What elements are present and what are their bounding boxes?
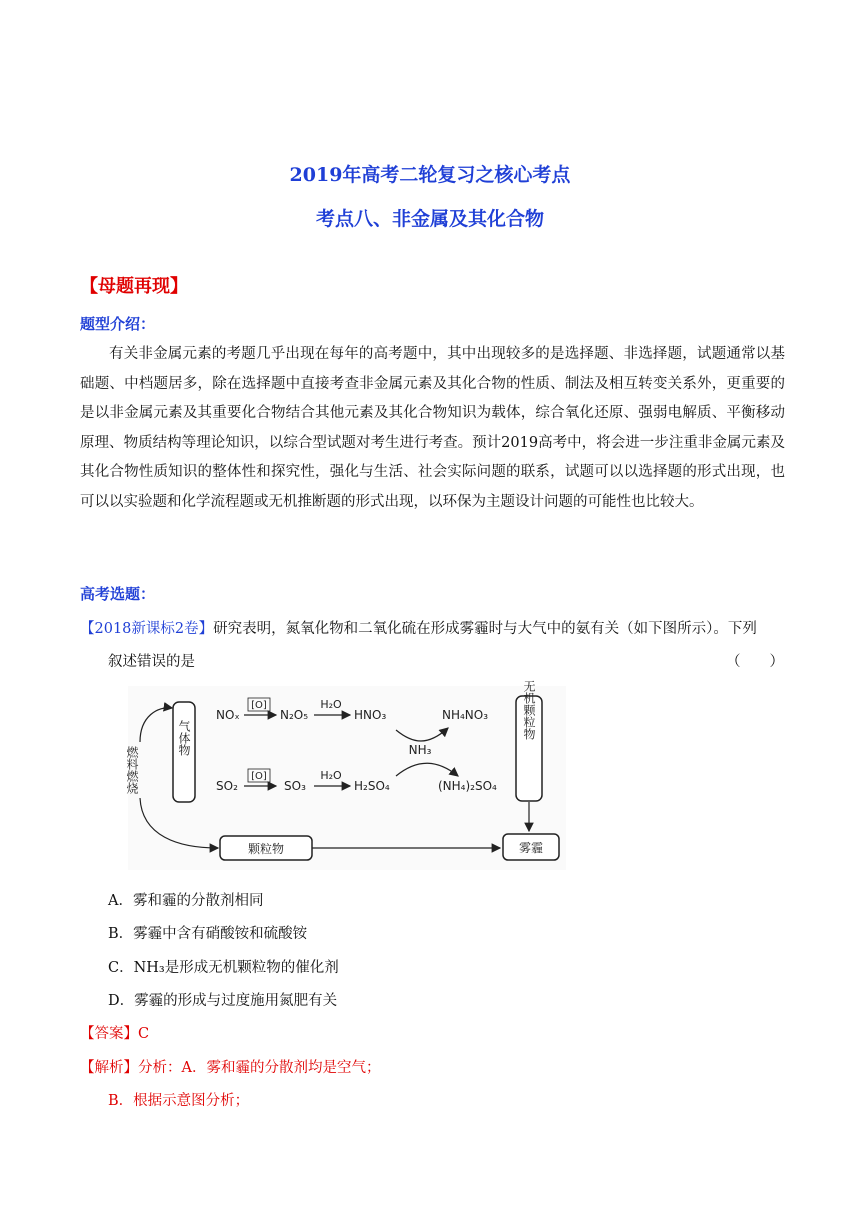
analysis-text1: 分析：A．雾和霾的分散剂均是空气； [138, 1060, 381, 1076]
row2-oxidant: [O] [251, 771, 267, 782]
question-stem-line1: 研究表明，氮氧化物和二氧化硫在形成雾霾时与大气中的氨有关（如下图所示）。下列 [213, 621, 757, 637]
answer-blank: （ ） [726, 654, 784, 670]
answer-value: C [138, 1026, 150, 1042]
answer-line [80, 1022, 149, 1043]
gas-box-label: 气体物 [177, 720, 191, 756]
question-stem-line2: 叙述错误的是 [108, 654, 195, 670]
row2-species-2: SO₃ [284, 779, 306, 793]
ammonia-label: NH₃ [408, 743, 432, 757]
row1-species-3: HNO₃ [354, 708, 387, 722]
row1-oxidant: [O] [251, 700, 267, 711]
document-subtitle: 考点八、非金属及其化合物 [315, 208, 544, 230]
fuel-burning-label: 燃料燃烧 [125, 746, 139, 794]
row2-species-1: SO₂ [216, 779, 238, 793]
row2-species-4: (NH₄)₂SO₄ [438, 779, 497, 793]
exam-label: 高考选题： [80, 585, 156, 603]
row1-water: H₂O [320, 698, 342, 711]
option-a: A．雾和霾的分散剂相同 [108, 893, 264, 909]
intro-paragraph: 有关非金属元素的考题几乎出现在每年的高考题中，其中出现较多的是选择题、非选择题，试题通常以基础题、中档题居多，除在选择题中直接考查非金属元素及其化合物的性质、制法及相互转变关系外，更重要的是以非金属元素及其重要化合物结合其他元素及其化合物知识为载体，综合氧化还原、强弱电解质、平衡移动原理、物质结构等理论知识，以综合型试题对考生进行考查。预计2019高考中，将会进一步注重非金属元素及其化合物性质知识的整体性和探究性，强化与生活、社会实际问题的联系，试题可以以选择题的形式出现，也可以以实验题和化学流程题或无机推断题的形式出现，以环保为主题设计问题的可能性也比较大。 [80, 346, 785, 510]
option-c: C．NH₃是形成无机颗粒物的催化剂 [108, 960, 339, 976]
row2-water: H₂O [320, 769, 342, 782]
analysis-label: 【解析】 [80, 1060, 138, 1076]
answer-label: 【答案】 [80, 1026, 138, 1042]
row2-species-3: H₂SO₄ [354, 779, 390, 793]
question-source: 【2018新课标2卷】 [80, 621, 214, 637]
option-b: B．雾霾中含有硝酸铵和硫酸铵 [108, 926, 308, 942]
document-title: 2019年高考二轮复习之核心考点 [289, 164, 571, 186]
question-stem [80, 617, 757, 638]
row1-species-4: NH₄NO₃ [442, 708, 489, 722]
analysis-line2: B．根据示意图分析； [108, 1093, 250, 1109]
inorganic-particles-label: 无机颗粒物 [522, 680, 536, 740]
analysis-line1 [80, 1056, 380, 1077]
particles-label: 颗粒物 [247, 842, 285, 856]
haze-label: 雾霾 [518, 841, 544, 855]
row1-species-1: NOₓ [216, 708, 240, 722]
haze-formation-diagram [125, 680, 566, 870]
section-heading: 【母题再现】 [80, 276, 188, 297]
row1-species-2: N₂O₅ [280, 708, 309, 722]
option-d: D．雾霾的形成与过度施用氮肥有关 [108, 993, 338, 1009]
intro-label: 题型介绍： [80, 315, 156, 333]
